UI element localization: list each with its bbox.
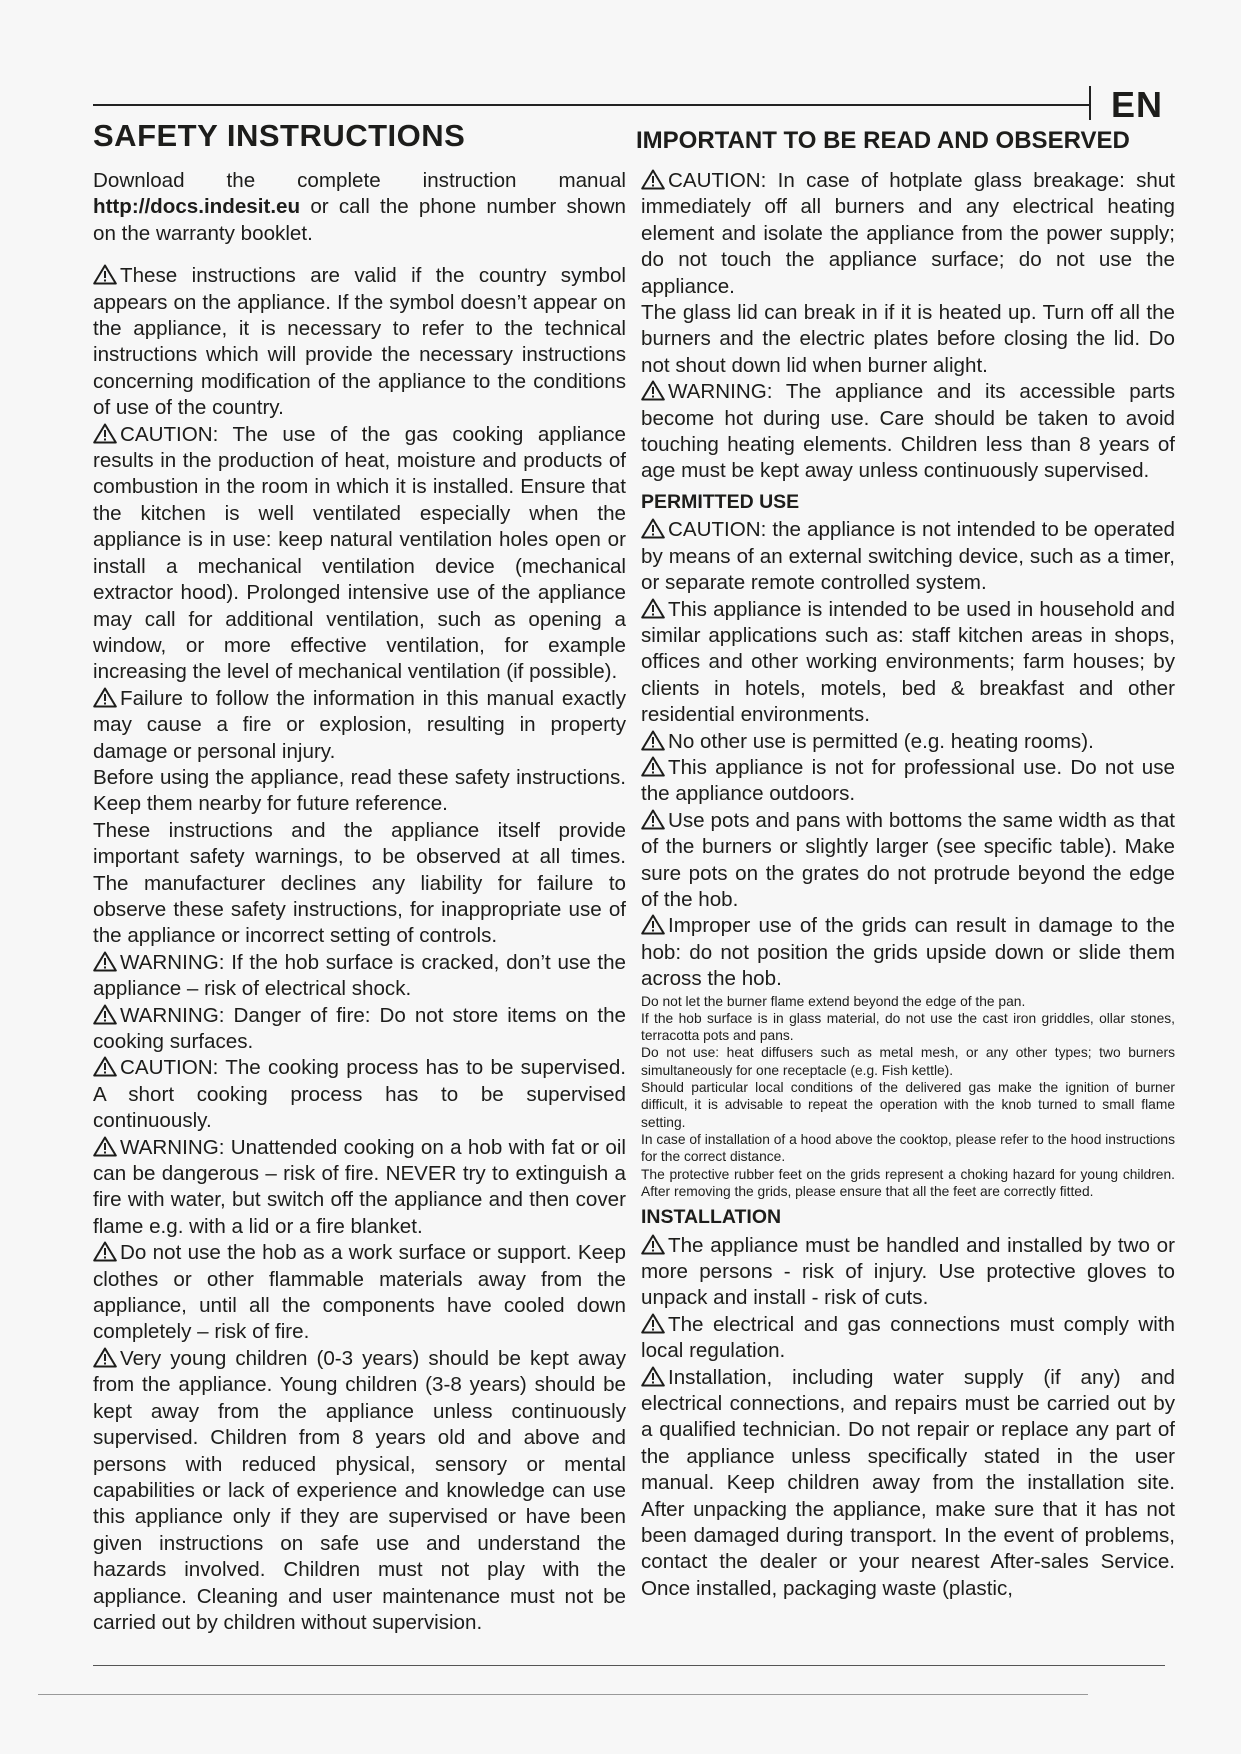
installation-technician-paragraph [641,1365,1175,1603]
left-column [93,168,626,1636]
supervision-caution [93,1055,626,1134]
paragraph-text: Very young children (0-3 years) should be kept away from the appliance. Young children (3-8 years) should be kept away from the appliance unless continuously supervised. Children from 8 years old and above and persons with reduced physical, sensory or mental capabilities or lack of experience and knowledge can use this appliance only if they are supervised or have been given instructions on safe use and understand the hazards involved. Children must not play with the appliance. Cleaning and user maintenance must not be carried out by children without supervision. [93,1346,626,1634]
small-note: If the hob surface is in glass material, do not use the cast iron griddles, ollar stones, terracotta pots and pans. [641,1010,1175,1044]
paragraph-text: WARNING: If the hob surface is cracked, don’t use the appliance – risk of electrical shock. [93,950,626,1001]
paragraph-text: Do not use the hob as a work surface or support. Keep clothes or other flammable materials away from the appliance, until all the components have cooled down completely – risk of fire. [93,1241,626,1344]
bottom-rule [93,1665,1165,1666]
cracked-hob-warning [93,950,626,1003]
pots-pans-paragraph [641,808,1175,914]
small-note: Do not let the burner flame extend beyond the edge of the pan. [641,993,1026,1009]
paragraph-text: This appliance is not for professional use. Do not use the appliance outdoors. [641,755,1175,806]
warning-triangle-icon [641,518,665,539]
ventilation-caution [93,422,626,686]
paragraph-text: Failure to follow the information in this manual exactly may cause a fire or explosion, resulting in property damage or personal injury. [93,686,626,763]
unattended-cooking-warning [93,1135,626,1241]
small-note: Do not use: heat diffusers such as metal mesh, or any other types; two burners simultaneously for one receptacle (e.g. Fish kettle). [641,1045,1175,1078]
footer-rule [38,1694,1088,1695]
page-title: SAFETY INSTRUCTIONS [93,118,466,153]
paragraph-text: Use pots and pans with bottoms the same width as that of the burners or slightly larger (see specific table). Make sure pots on the grates do not protrude beyond the edge of the hob. [641,808,1175,911]
header-rule-tick [1089,86,1091,120]
handling-paragraph [641,1233,1175,1312]
warning-triangle-icon [93,687,117,708]
no-other-use-paragraph [641,729,1175,755]
children-warning [93,1346,626,1636]
country-symbol-paragraph [93,263,626,421]
warning-triangle-icon [93,1347,117,1368]
warning-triangle-icon [93,1136,117,1157]
warning-triangle-icon [641,809,665,830]
read-instructions-paragraph: Before using the appliance, read these safety instructions. Keep them nearby for future reference. [93,765,626,816]
intro-text-end: or call the phone number shown on the warranty booklet. [93,195,626,245]
paragraph-text: The electrical and gas connections must comply with local regulation. [641,1312,1175,1363]
warning-triangle-icon [641,1366,665,1387]
paragraph-text: This appliance is intended to be used in household and similar applications such as: staff kitchen areas in shops, offices and other working environments; farm houses; by clients in hotels, motels, bed & breakfast and other residential environments. [641,597,1175,727]
paragraph-text: These instructions are valid if the country symbol appears on the appliance. If the symbol doesn’t appear on the appliance, it is necessary to refer to the technical instructions which will provide the necessary instructions concerning modification of the appliance to the conditions of use of the country. [93,264,626,420]
warning-triangle-icon [641,1313,665,1334]
section-heading-installation: INSTALLATION [641,1206,782,1229]
paragraph-text: Installation, including water supply (if any) and electrical connections, and repairs must be carried out by a qualified technician. Do not repair or replace any part of the appliance unless specifically stated in the user manual. Keep children away from the installation site. After unpacking the appliance, make sure that it has not been damaged during transport. In the event of problems, contact the dealer or your nearest After-sales Service. Once installed, packaging waste (plastic, [641,1365,1175,1600]
paragraph-text: Improper use of the grids can result in damage to the hob: do not position the grids upside down or slide them across the hob. [641,914,1175,991]
warning-triangle-icon [641,914,665,935]
external-switch-caution [641,517,1175,596]
hot-parts-warning [641,379,1175,485]
warning-triangle-icon [641,1234,665,1255]
warning-triangle-icon [93,951,117,972]
fire-danger-warning [93,1003,626,1056]
intro-paragraph [93,168,626,247]
fire-explosion-warning [93,686,626,765]
glass-lid-paragraph: The glass lid can break in if it is heated up. Turn off all the burners and the electric plates before closing the lid. Do not shout down lid when burner alight. [641,301,1175,377]
paragraph-text: WARNING: Unattended cooking on a hob with fat or oil can be dangerous – risk of fire. NEVER try to extinguish a fire with water, but switch off the appliance and then cover flame e.g. with a lid or a fire blanket. [93,1135,626,1238]
small-note: In case of installation of a hood above the cooktop, please refer to the hood instructions for the correct distance. [641,1131,1175,1165]
warning-triangle-icon [641,598,665,619]
header-rule [93,104,1089,106]
paragraph-text: CAUTION: The use of the gas cooking appliance results in the production of heat, moisture and products of combustion in the room in which it is installed. Ensure that the kitchen is well ventilated especially when the appliance is in use: keep natural ventilation holes open or install a mechanical ventilation device (mechanical extractor hood). Prolonged intensive use of the appliance may call for additional ventilation, such as opening a window, or more effective ventilation, for example increasing the level of mechanical ventilation (if possible). [93,422,626,684]
warning-triangle-icon [93,1004,117,1025]
warning-triangle-icon [641,380,665,401]
warning-triangle-icon [93,1241,117,1262]
paragraph-text: CAUTION: In case of hotplate glass breakage: shut immediately off all burners and any electrical heating element and isolate the appliance from the power supply; do not touch the appliance surface; do not use the appliance. [641,169,1175,298]
paragraph-text: WARNING: The appliance and its accessible parts become hot during use. Care should be taken to avoid touching heating elements. Children less than 8 years of age must be kept away unless continuously supervised. [641,380,1175,483]
language-code: EN [1110,84,1163,125]
connections-paragraph [641,1312,1175,1365]
work-surface-warning [93,1240,626,1346]
paragraph-text: CAUTION: The cooking process has to be supervised. A short cooking process has to be supervised continuously. [93,1056,626,1133]
page-subtitle: IMPORTANT TO BE READ AND OBSERVED [636,127,1130,154]
warning-triangle-icon [93,423,117,444]
glass-breakage-caution [641,168,1175,300]
manual-link[interactable]: http://docs.indesit.eu [93,195,301,219]
paragraph-text: WARNING: Danger of fire: Do not store items on the cooking surfaces. [93,1003,626,1053]
household-use-paragraph [641,597,1175,729]
small-note: The protective rubber feet on the grids represent a choking hazard for young children. After removing the grids, please ensure that all the feet are correctly fitted. [641,1166,1175,1199]
warning-triangle-icon [641,756,665,777]
intro-text: Download the complete instruction manual [93,169,626,192]
paragraph-text: CAUTION: the appliance is not intended to be operated by means of an external switching device, such as a timer, or separate remote controlled system. [641,518,1175,595]
section-heading-permitted-use: PERMITTED USE [641,490,800,513]
warning-triangle-icon [641,730,665,751]
grids-paragraph [641,913,1175,992]
paragraph-text: No other use is permitted (e.g. heating rooms). [668,729,1094,753]
small-note: Should particular local conditions of the delivered gas make the ignition of burner difficult, it is advisable to repeat the operation with the knob turned to small flame setting. [641,1080,1175,1130]
not-professional-paragraph [641,755,1175,808]
warning-triangle-icon [641,169,665,190]
safety-warnings-paragraph: These instructions and the appliance itself provide important safety warnings, to be observed at all times. The manufacturer declines any liability for failure to observe these safety instructions, for inappropriate use of the appliance or incorrect setting of controls. [93,818,626,948]
warning-triangle-icon [93,264,117,285]
paragraph-text: The appliance must be handled and installed by two or more persons - risk of injury. Use protective gloves to unpack and install - risk of cuts. [641,1233,1175,1310]
right-column [641,168,1175,1602]
warning-triangle-icon [93,1056,117,1077]
